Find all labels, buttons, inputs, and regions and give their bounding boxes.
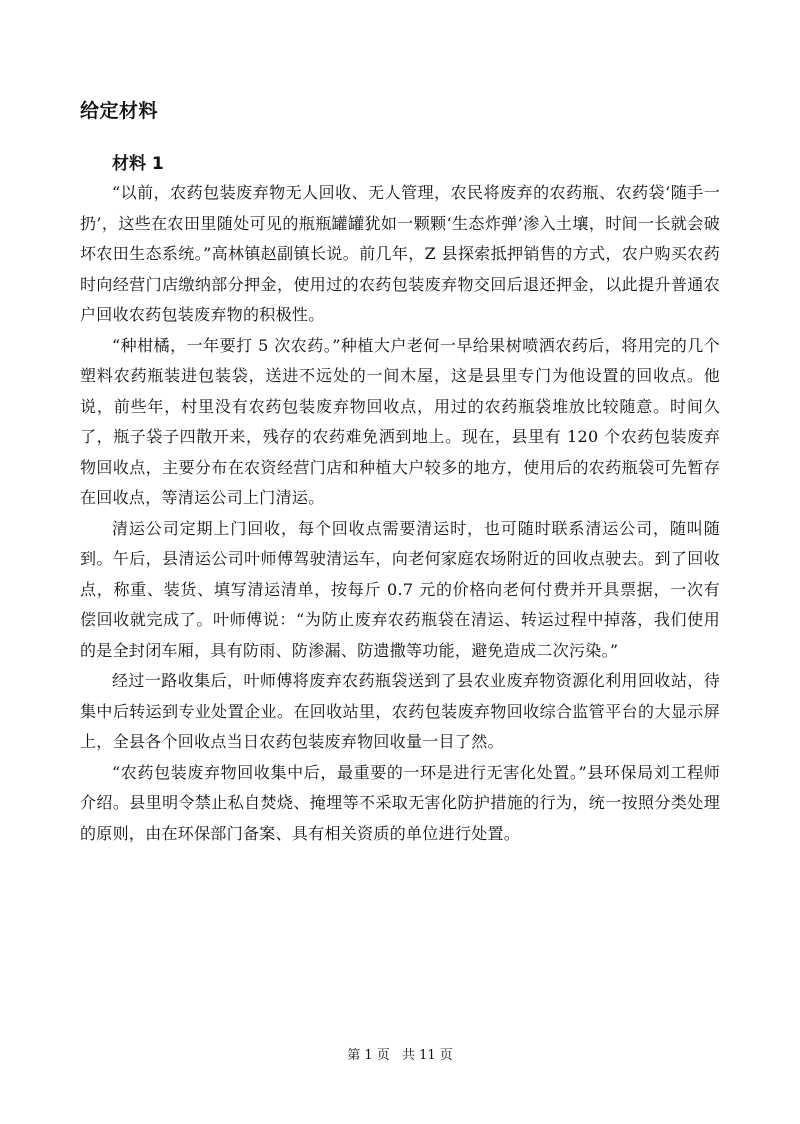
paragraph-3: 清运公司定期上门回收，每个回收点需要清运时，也可随时联系清运公司，随叫随到。午后，县清运公司叶师傅驾驶清运车，向老何家庭农场附近的回收点驶去。到了回收点，称重、装货、填写清运清单，按每斤 0.7 元的价格向老何付费并开具票据，一次有偿回收就完成了。叶师傅说：“为防止废弃农药瓶袋在清运、转运过程中掉落，我们使用的是全封闭车厢，具有防雨、防渗漏、防遗撒等功能，避免造成二次污染。”: [80, 518, 720, 660]
page-number: 第 1 页: [347, 1048, 390, 1063]
material-body: [80, 178, 720, 849]
section-title: 材料 1: [112, 154, 164, 174]
paragraph-4: 经过一路收集后，叶师傅将废弃农药瓶袋送到了县农业废弃物资源化利用回收站，待集中后转运到专业处置企业。在回收站里，农药包装废弃物回收综合监管平台的大显示屏上，全县各个回收点当日农药包装废弃物回收量一目了然。: [80, 671, 720, 751]
page-footer: [0, 1044, 800, 1063]
page-total: 共 11 页: [401, 1048, 453, 1063]
page-heading: 给定材料: [80, 100, 159, 122]
paragraph-1: “以前，农药包装废弃物无人回收、无人管理，农民将废弃的农药瓶、农药袋‘随手一扔’，这些在农田里随处可见的瓶瓶罐罐犹如一颗颗‘生态炸弹’渗入土壤，时间一长就会破坏农田生态系统。”高林镇赵副镇长说。前几年，Z 县探索抵押销售的方式，农户购买农药时向经营门店缴纳部分押金，使用过的农药包装废弃物交回后退还押金，以此提升普通农户回收农药包装废弃物的积极性。: [80, 183, 720, 324]
paragraph-2: “种柑橘，一年要打 5 次农药。”种植大户老何一早给果树喷洒农药后，将用完的几个塑料农药瓶装进包装袋，送进不远处的一间木屋，这是县里专门为他设置的回收点。他说，前些年，村里没有农药包装废弃物回收点，用过的农药瓶袋堆放比较随意。时间久了，瓶子袋子四散开来，残存的农药难免洒到地上。现在，县里有 120 个农药包装废弃物回收点，主要分布在农资经营门店和种植大户较多的地方，使用后的农药瓶袋可先暂存在回收点，等清运公司上门清运。: [80, 335, 720, 507]
paragraph-5: “农药包装废弃物回收集中后，最重要的一环是进行无害化处置。”县环保局刘工程师介绍。县里明令禁止私自焚烧、掩埋等不采取无害化防护措施的行为，统一按照分类处理的原则，由在环保部门备案、具有相关资质的单位进行处置。: [80, 762, 720, 843]
